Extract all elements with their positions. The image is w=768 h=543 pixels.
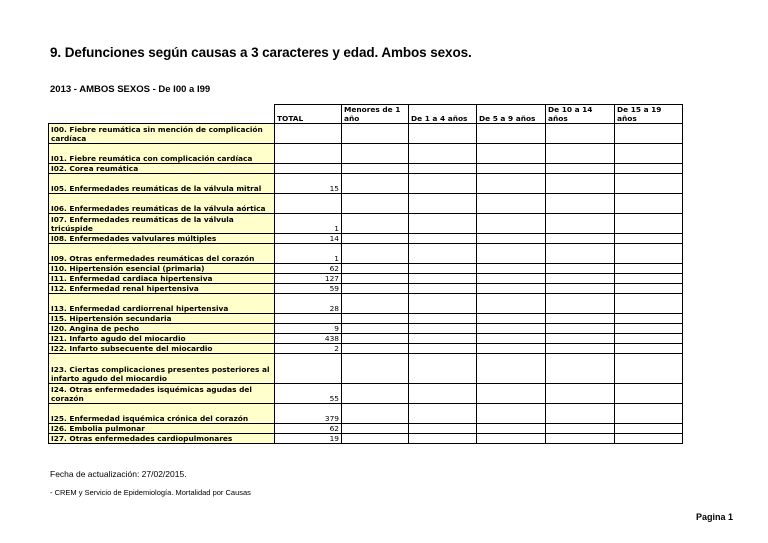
row-label: I11. Enfermedad cardiaca hipertensiva xyxy=(49,274,275,284)
age-group-cell xyxy=(546,404,615,424)
row-label: I09. Otras enfermedades reumáticas del corazón xyxy=(49,244,275,264)
table-row xyxy=(49,324,683,334)
table-row xyxy=(49,244,683,264)
age-group-cell xyxy=(615,234,683,244)
table-row xyxy=(49,424,683,434)
table-row xyxy=(49,354,683,384)
age-group-cell xyxy=(615,314,683,324)
age-group-cell xyxy=(342,144,409,164)
total-cell: 62 xyxy=(275,264,342,274)
row-label: I08. Enfermedades valvulares múltiples xyxy=(49,234,275,244)
age-group-cell xyxy=(615,264,683,274)
header-corner xyxy=(49,105,275,124)
age-group-cell xyxy=(477,124,546,144)
age-group-cell xyxy=(409,244,477,264)
age-group-cell xyxy=(409,384,477,404)
table-row xyxy=(49,404,683,424)
age-group-cell xyxy=(409,194,477,214)
age-group-cell xyxy=(342,344,409,354)
age-group-cell xyxy=(546,194,615,214)
age-group-cell xyxy=(615,294,683,314)
table-row xyxy=(49,234,683,244)
row-label: I10. Hipertensión esencial (primaria) xyxy=(49,264,275,274)
row-label: I07. Enfermedades reumáticas de la válvula tricúspide xyxy=(49,214,275,234)
age-group-cell xyxy=(342,424,409,434)
total-cell: 1 xyxy=(275,214,342,234)
age-group-cell xyxy=(409,124,477,144)
total-cell: 438 xyxy=(275,334,342,344)
age-group-cell xyxy=(477,284,546,294)
row-label: I20. Angina de pecho xyxy=(49,324,275,334)
source-note: - CREM y Servicio de Epidemiología. Mortalidad por Causas xyxy=(50,488,251,497)
update-date: Fecha de actualización: 27/02/2015. xyxy=(50,469,187,479)
age-group-cell xyxy=(546,124,615,144)
age-group-cell xyxy=(615,334,683,344)
total-cell: 59 xyxy=(275,284,342,294)
age-group-cell xyxy=(615,174,683,194)
mortality-table xyxy=(48,104,683,444)
age-group-cell xyxy=(342,434,409,444)
row-label: I27. Otras enfermedades cardiopulmonares xyxy=(49,434,275,444)
age-group-cell xyxy=(546,384,615,404)
age-group-cell xyxy=(409,324,477,334)
total-cell: 55 xyxy=(275,384,342,404)
age-group-cell xyxy=(477,244,546,264)
age-group-cell xyxy=(477,234,546,244)
table-row xyxy=(49,174,683,194)
age-group-cell xyxy=(546,314,615,324)
age-group-cell xyxy=(615,194,683,214)
age-group-cell xyxy=(615,284,683,294)
age-group-cell xyxy=(342,244,409,264)
age-group-cell xyxy=(477,314,546,324)
age-group-cell xyxy=(409,354,477,384)
table-row xyxy=(49,144,683,164)
row-label: I00. Fiebre reumática sin mención de complicación cardíaca xyxy=(49,124,275,144)
age-group-cell xyxy=(409,214,477,234)
age-group-cell xyxy=(342,324,409,334)
age-group-cell xyxy=(546,234,615,244)
age-group-cell xyxy=(342,404,409,424)
age-group-cell xyxy=(546,324,615,334)
age-group-cell xyxy=(615,214,683,234)
age-group-cell xyxy=(615,434,683,444)
age-group-cell xyxy=(546,284,615,294)
total-cell: 1 xyxy=(275,244,342,264)
table-row xyxy=(49,294,683,314)
age-group-cell xyxy=(477,334,546,344)
row-label: I22. Infarto subsecuente del miocardio xyxy=(49,344,275,354)
row-label: I01. Fiebre reumática con complicación cardíaca xyxy=(49,144,275,164)
age-group-cell xyxy=(409,404,477,424)
age-group-cell xyxy=(409,314,477,324)
table-row xyxy=(49,264,683,274)
header-row xyxy=(49,105,683,124)
age-group-cell xyxy=(409,234,477,244)
total-cell xyxy=(275,164,342,174)
table-row xyxy=(49,384,683,404)
row-label: I02. Corea reumática xyxy=(49,164,275,174)
col-header-under-1: Menores de 1 año xyxy=(342,105,409,124)
age-group-cell xyxy=(615,244,683,264)
age-group-cell xyxy=(546,434,615,444)
age-group-cell xyxy=(477,384,546,404)
age-group-cell xyxy=(615,274,683,284)
col-header-total: TOTAL xyxy=(275,105,342,124)
age-group-cell xyxy=(546,294,615,314)
age-group-cell xyxy=(546,424,615,434)
age-group-cell xyxy=(615,344,683,354)
age-group-cell xyxy=(477,164,546,174)
table-body xyxy=(49,105,683,444)
col-header-5-9: De 5 a 9 años xyxy=(477,105,546,124)
table-row xyxy=(49,314,683,324)
total-cell: 15 xyxy=(275,174,342,194)
age-group-cell xyxy=(409,144,477,164)
age-group-cell xyxy=(546,354,615,384)
col-header-10-14: De 10 a 14 años xyxy=(546,105,615,124)
total-cell: 14 xyxy=(275,234,342,244)
age-group-cell xyxy=(615,424,683,434)
total-cell: 28 xyxy=(275,294,342,314)
row-label: I15. Hipertensión secundaria xyxy=(49,314,275,324)
age-group-cell xyxy=(342,174,409,194)
age-group-cell xyxy=(409,334,477,344)
report-subtitle: 2013 - AMBOS SEXOS - De I00 a I99 xyxy=(50,84,211,95)
age-group-cell xyxy=(615,354,683,384)
age-group-cell xyxy=(546,334,615,344)
table-row xyxy=(49,214,683,234)
age-group-cell xyxy=(615,324,683,334)
table-row xyxy=(49,344,683,354)
age-group-cell xyxy=(342,124,409,144)
table-row xyxy=(49,274,683,284)
age-group-cell xyxy=(546,174,615,194)
age-group-cell xyxy=(477,264,546,274)
age-group-cell xyxy=(342,334,409,344)
age-group-cell xyxy=(477,274,546,284)
age-group-cell xyxy=(546,164,615,174)
age-group-cell xyxy=(409,284,477,294)
age-group-cell xyxy=(477,294,546,314)
table-row xyxy=(49,164,683,174)
age-group-cell xyxy=(546,264,615,274)
age-group-cell xyxy=(477,194,546,214)
age-group-cell xyxy=(546,144,615,164)
age-group-cell xyxy=(409,274,477,284)
age-group-cell xyxy=(477,344,546,354)
total-cell: 379 xyxy=(275,404,342,424)
table-row xyxy=(49,434,683,444)
age-group-cell xyxy=(342,384,409,404)
table-row xyxy=(49,334,683,344)
total-cell xyxy=(275,144,342,164)
age-group-cell xyxy=(615,144,683,164)
age-group-cell xyxy=(477,404,546,424)
age-group-cell xyxy=(342,214,409,234)
row-label: I23. Ciertas complicaciones presentes posteriores al infarto agudo del miocardio xyxy=(49,354,275,384)
total-cell: 2 xyxy=(275,344,342,354)
total-cell xyxy=(275,314,342,324)
age-group-cell xyxy=(615,124,683,144)
row-label: I24. Otras enfermedades isquémicas agudas del corazón xyxy=(49,384,275,404)
col-header-15-19: De 15 a 19 años xyxy=(615,105,683,124)
report-title: 9. Defunciones según causas a 3 caracteres y edad. Ambos sexos. xyxy=(50,45,472,60)
age-group-cell xyxy=(409,434,477,444)
age-group-cell xyxy=(546,244,615,264)
age-group-cell xyxy=(342,294,409,314)
age-group-cell xyxy=(546,274,615,284)
age-group-cell xyxy=(342,274,409,284)
age-group-cell xyxy=(409,294,477,314)
age-group-cell xyxy=(477,324,546,334)
age-group-cell xyxy=(477,434,546,444)
age-group-cell xyxy=(409,264,477,274)
age-group-cell xyxy=(342,264,409,274)
row-label: I06. Enfermedades reumáticas de la válvula aórtica xyxy=(49,194,275,214)
age-group-cell xyxy=(409,424,477,434)
age-group-cell xyxy=(477,214,546,234)
row-label: I12. Enfermedad renal hipertensiva xyxy=(49,284,275,294)
total-cell xyxy=(275,354,342,384)
total-cell xyxy=(275,194,342,214)
age-group-cell xyxy=(615,164,683,174)
table-row xyxy=(49,284,683,294)
age-group-cell xyxy=(342,234,409,244)
row-label: I25. Enfermedad isquémica crónica del corazón xyxy=(49,404,275,424)
total-cell: 19 xyxy=(275,434,342,444)
age-group-cell xyxy=(477,174,546,194)
age-group-cell xyxy=(546,344,615,354)
age-group-cell xyxy=(477,424,546,434)
table-row xyxy=(49,124,683,144)
page-number: Pagina 1 xyxy=(696,512,734,522)
age-group-cell xyxy=(615,384,683,404)
age-group-cell xyxy=(342,164,409,174)
col-header-1-4: De 1 a 4 años xyxy=(409,105,477,124)
age-group-cell xyxy=(615,404,683,424)
total-cell: 127 xyxy=(275,274,342,284)
age-group-cell xyxy=(342,194,409,214)
row-label: I05. Enfermedades reumáticas de la válvula mitral xyxy=(49,174,275,194)
age-group-cell xyxy=(409,164,477,174)
row-label: I13. Enfermedad cardiorrenal hipertensiva xyxy=(49,294,275,314)
row-label: I26. Embolia pulmonar xyxy=(49,424,275,434)
age-group-cell xyxy=(342,314,409,324)
row-label: I21. Infarto agudo del miocardio xyxy=(49,334,275,344)
total-cell: 9 xyxy=(275,324,342,334)
age-group-cell xyxy=(477,354,546,384)
age-group-cell xyxy=(409,344,477,354)
age-group-cell xyxy=(342,284,409,294)
total-cell xyxy=(275,124,342,144)
age-group-cell xyxy=(342,354,409,384)
age-group-cell xyxy=(409,174,477,194)
total-cell: 62 xyxy=(275,424,342,434)
table-row xyxy=(49,194,683,214)
age-group-cell xyxy=(477,144,546,164)
age-group-cell xyxy=(546,214,615,234)
